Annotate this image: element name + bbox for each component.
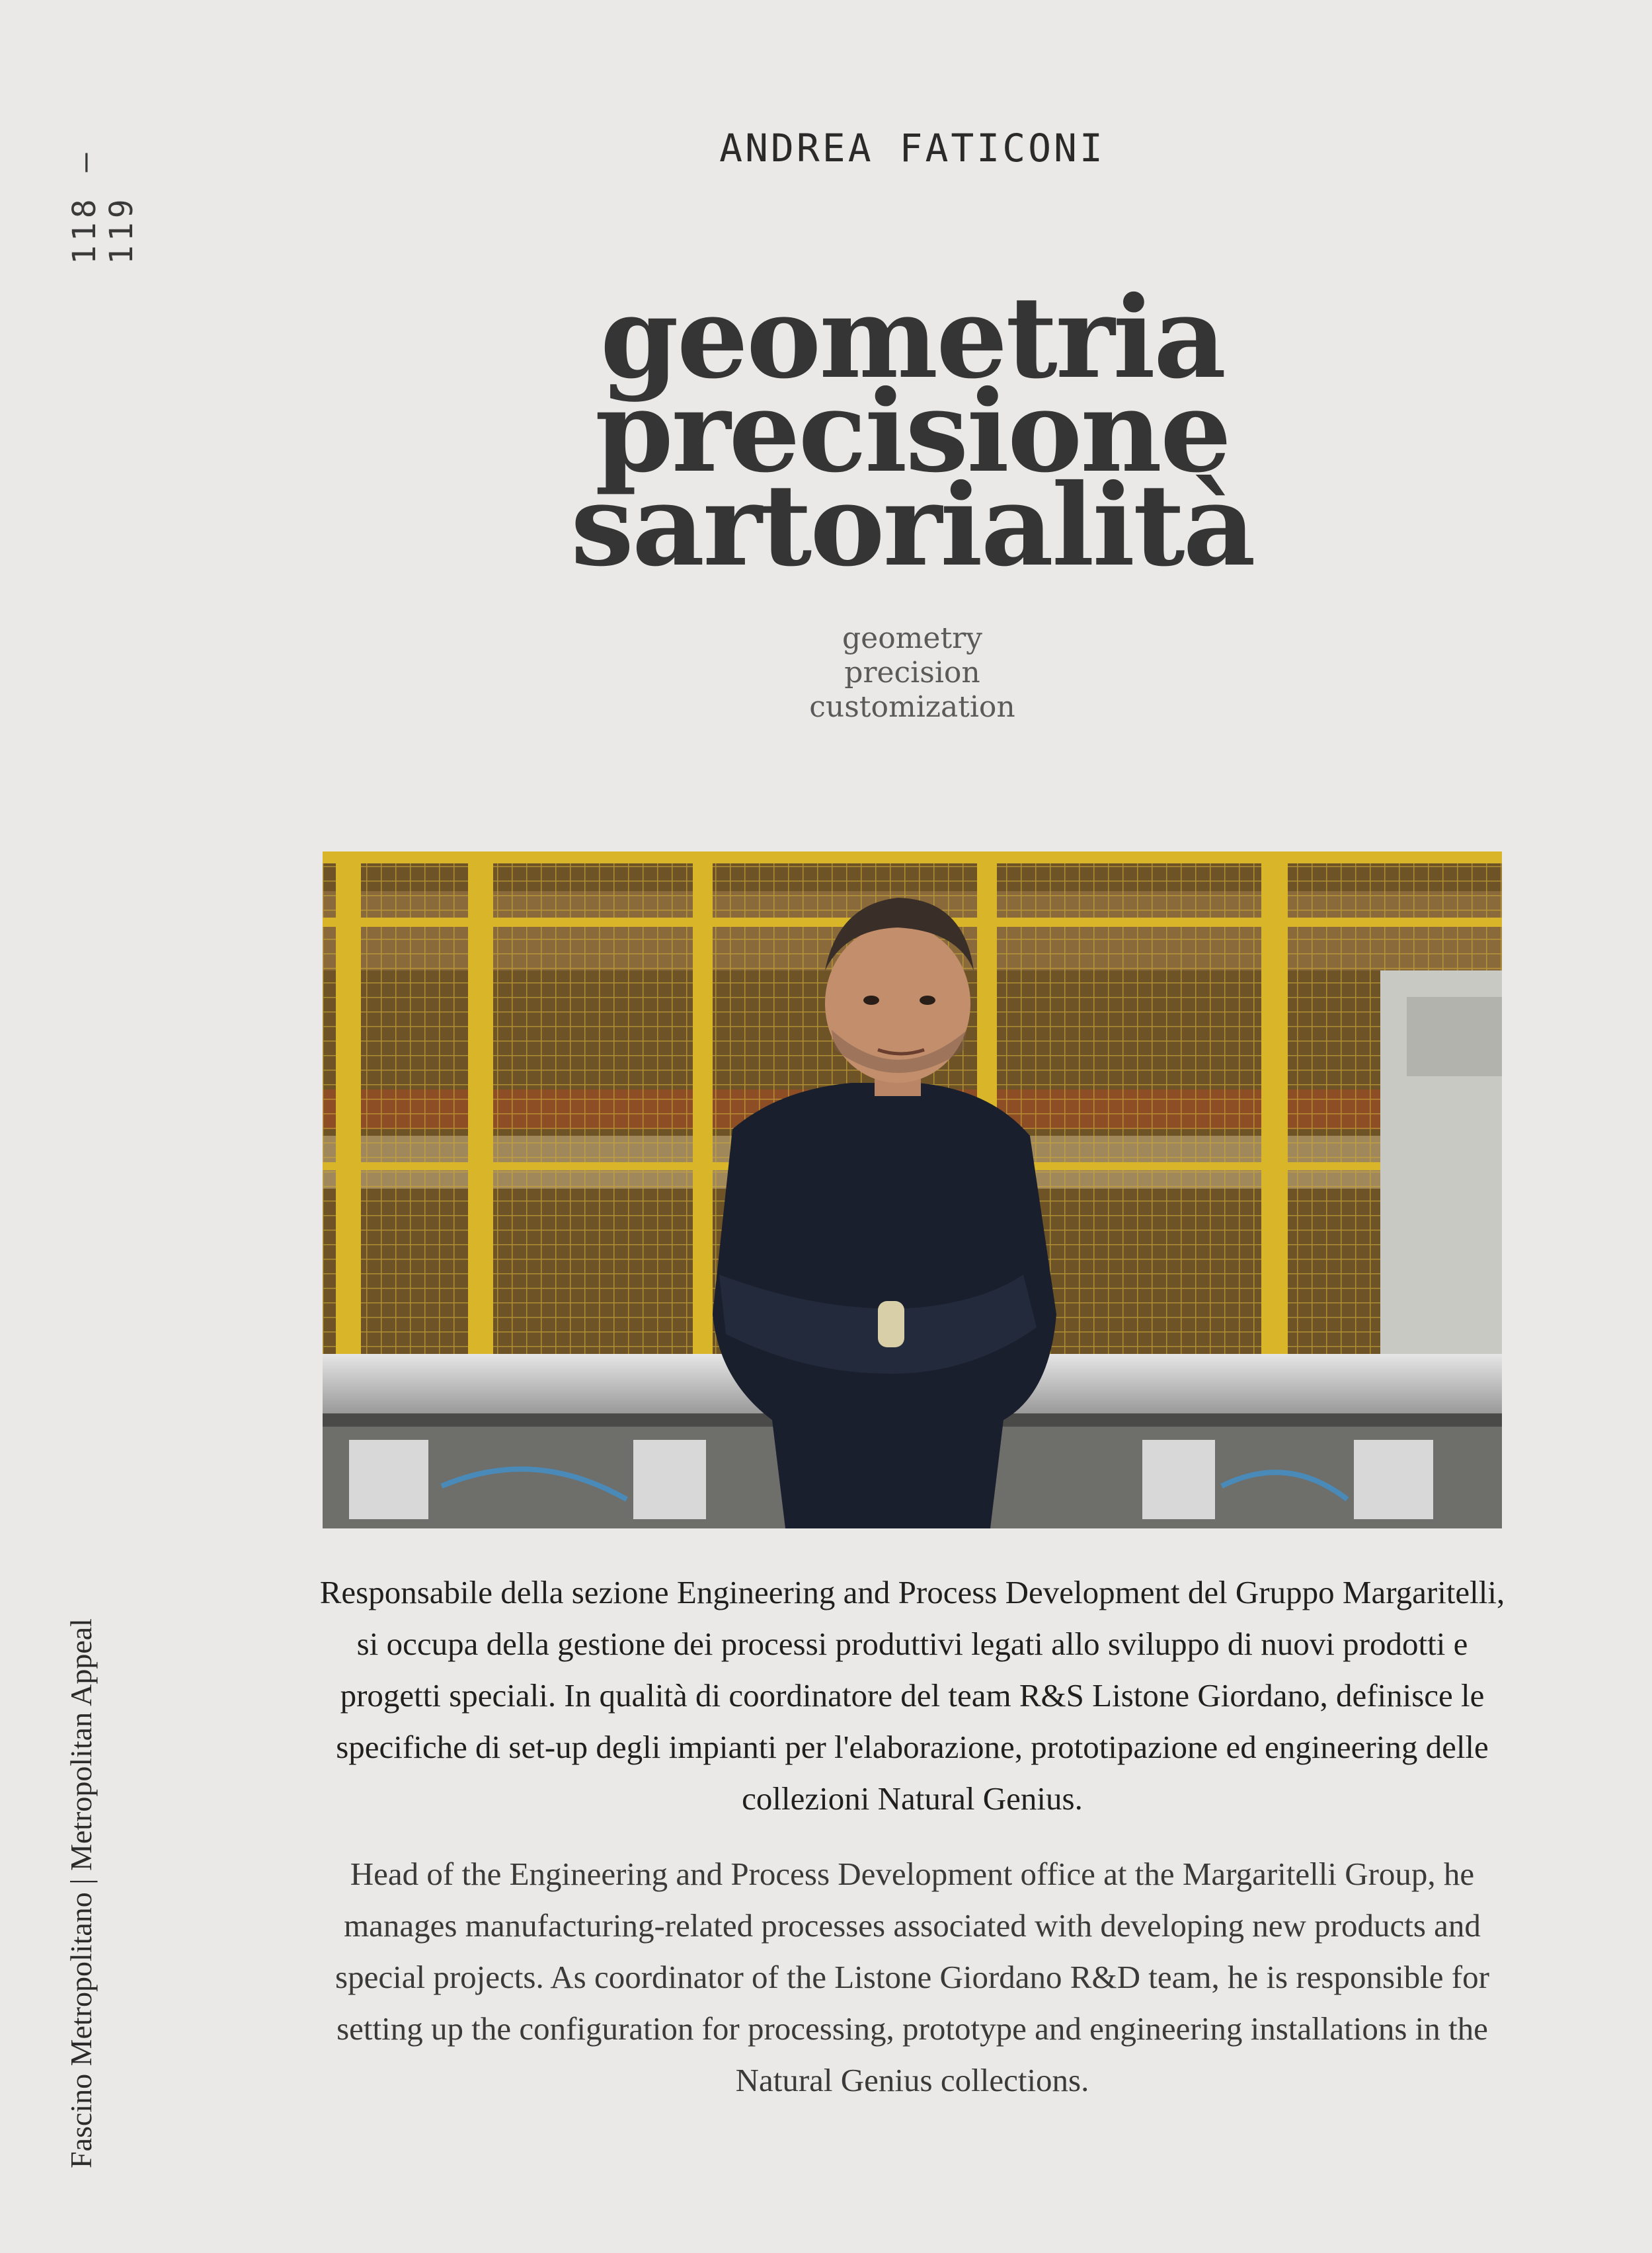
subheadline-line-2: precision bbox=[844, 656, 980, 690]
body-text-italian: Responsabile della sezione Engineering and Process Development del Gruppo Margaritelli, si occupa della gestione dei processi produttivi legati allo sviluppo di nuovi prodotti e progetti speciali. In qualità di coordinatore del team R&S Listone Giordano, definisce le specifiche di set-up degli impianti per l'elaborazione, prototipazione ed engineering delle collezioni Natural Genius. bbox=[319, 1574, 1505, 1817]
body-text-english: Head of the Engineering and Process Development office at the Margaritelli Group, he manages manufacturing-related processes associated with developing new products and special projects. As coordinator of the Listone Giordano R&D team, he is responsible for setting up the configuration for processing, prototype and engineering installations in the Natural Genius collections. bbox=[335, 1856, 1489, 2098]
headline bbox=[0, 272, 1652, 592]
subheadline bbox=[0, 621, 1652, 725]
headline-line-2: precisione bbox=[594, 366, 1230, 498]
subheadline-line-1: geometry bbox=[842, 621, 983, 655]
page-numbers: 118 — 119 bbox=[66, 149, 140, 264]
portrait-photo bbox=[323, 851, 1502, 1528]
section-title: Fascino Metropolitano | Metropolitan Appeal bbox=[64, 1618, 98, 2168]
subheadline-line-3: customization bbox=[809, 690, 1015, 724]
headline-line-1: geometria bbox=[600, 272, 1225, 404]
author-name: ANDREA FATICONI bbox=[719, 126, 1105, 171]
headline-line-3: sartorialità bbox=[570, 459, 1254, 592]
